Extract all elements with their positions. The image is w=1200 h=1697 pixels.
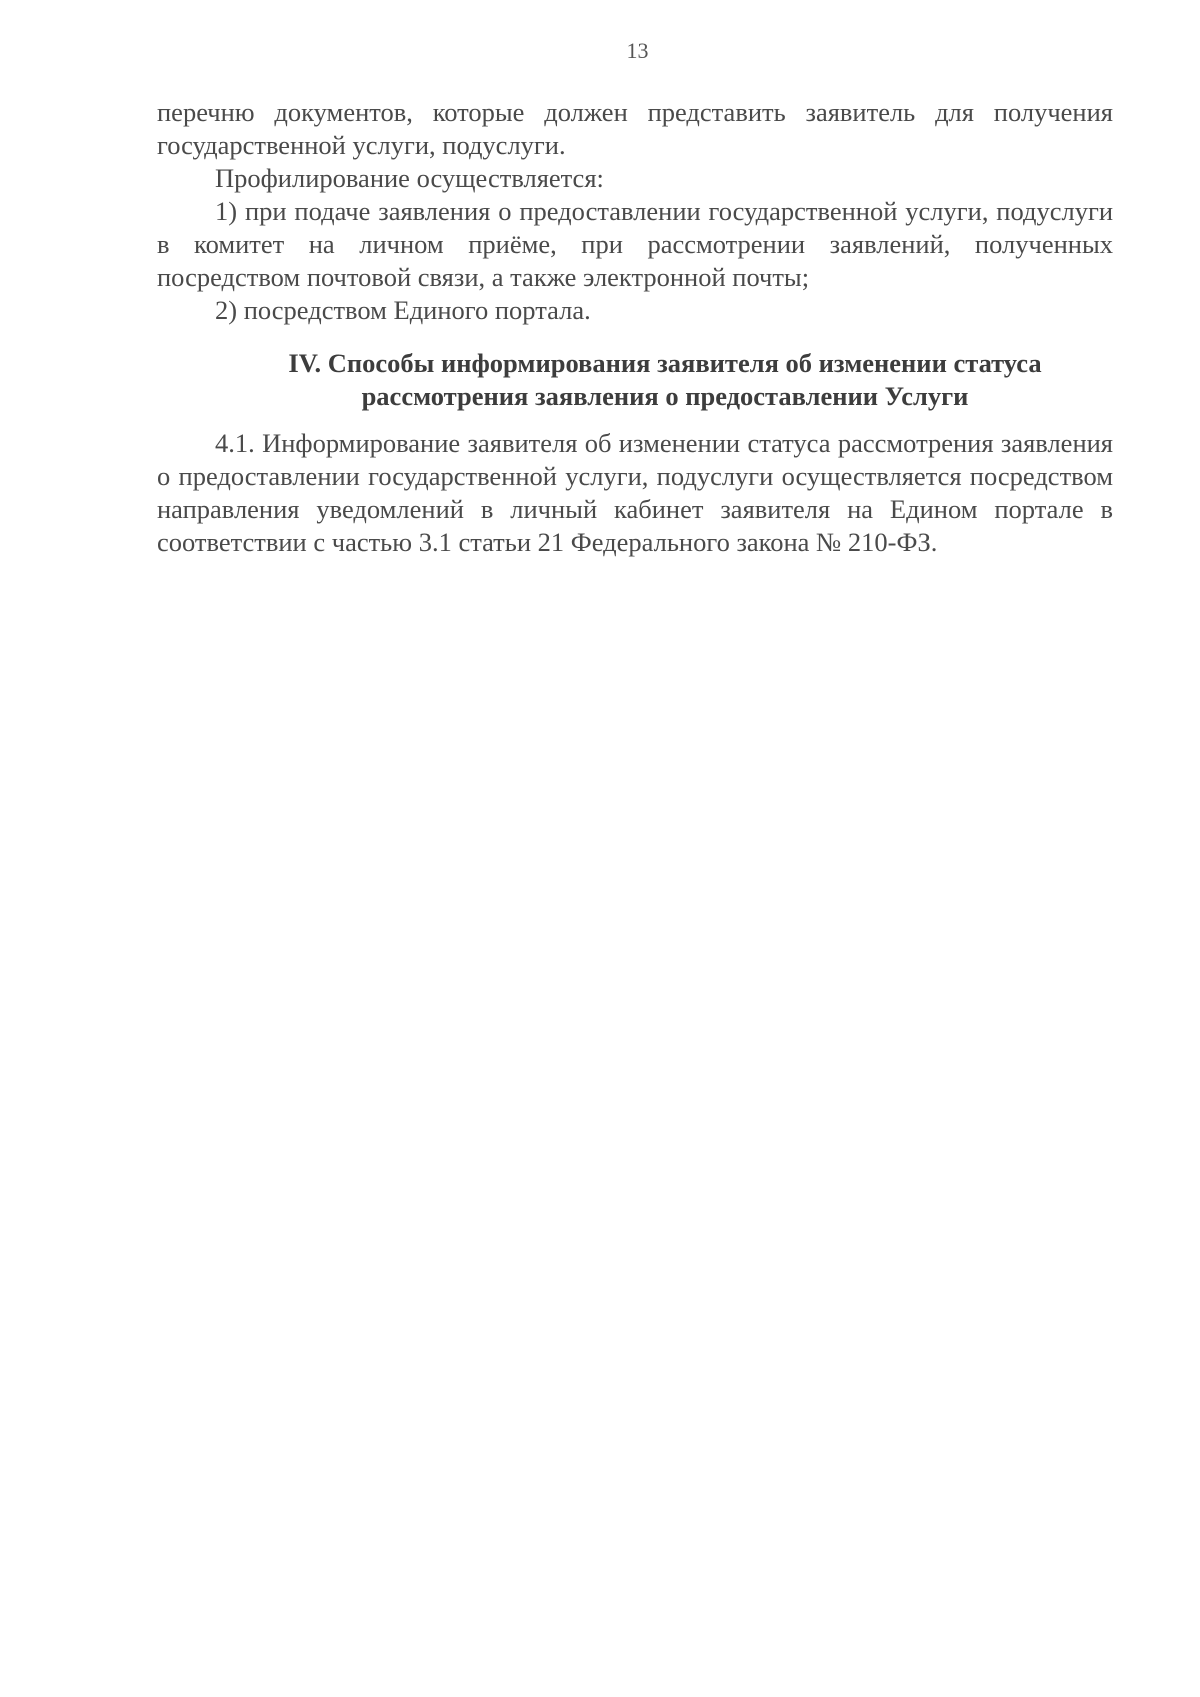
profiling-lead: Профилирование осуществляется: bbox=[215, 163, 604, 193]
document-body bbox=[157, 96, 1113, 559]
paragraph-4-1: 4.1. Информирование заявителя об изменении статуса рассмотрения заявления о предоставлении государственной услуги, подуслуги осуществляется посредством направления уведомлений в личный кабинет заявителя на Едином портале в соответствии с частью 3.1 статьи 21 Федерального закона № 210-ФЗ. bbox=[157, 428, 1113, 557]
continuation-paragraph: перечню документов, которые должен представить заявитель для получения государственной услуги, подуслуги. bbox=[157, 97, 1113, 160]
list-item-2: 2) посредством Единого портала. bbox=[215, 295, 591, 325]
section-heading-line-2: рассмотрения заявления о предоставлении Услуги bbox=[361, 381, 969, 411]
section-heading-line-1: IV. Способы информирования заявителя об изменении статуса bbox=[288, 348, 1042, 378]
list-item-1: 1) при подаче заявления о предоставлении государственной услуги, подуслуги в комитет на личном приёме, при рассмотрении заявлений, полученных посредством почтовой связи, а также электронной почты; bbox=[157, 196, 1113, 292]
section-heading bbox=[157, 347, 1113, 413]
page-number: 13 bbox=[626, 38, 649, 63]
